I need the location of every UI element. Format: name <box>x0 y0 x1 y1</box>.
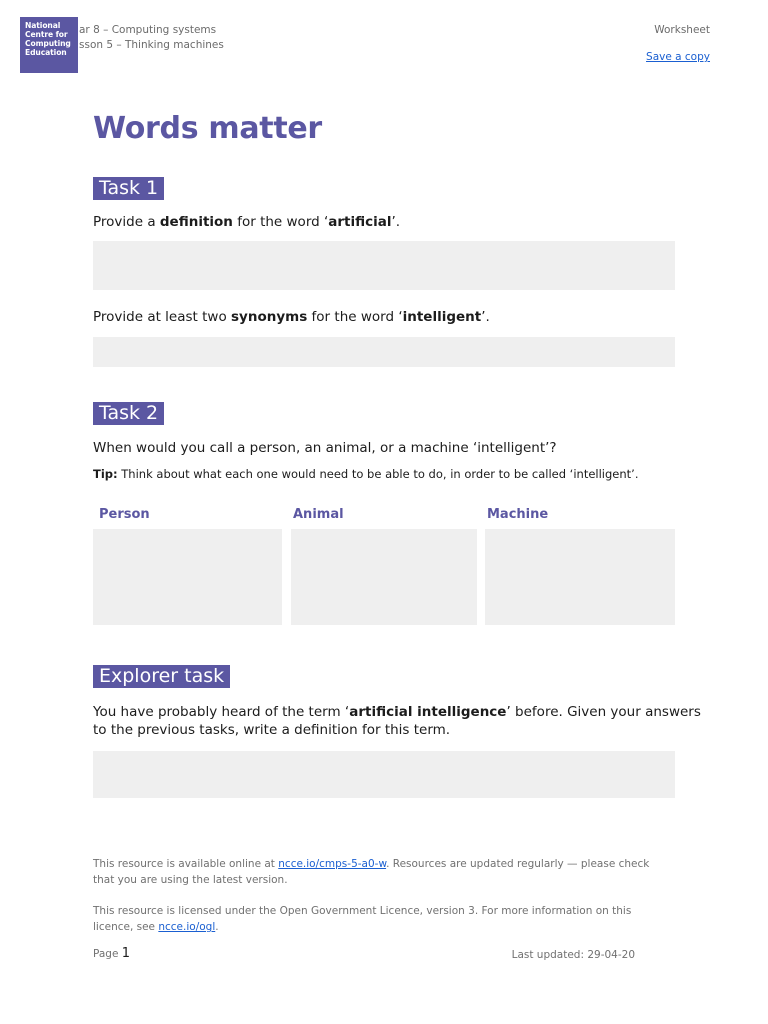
page-number: Page 1 <box>93 946 131 961</box>
ncce-logo <box>20 17 78 73</box>
person-answer-box[interactable] <box>93 529 282 625</box>
task2-tip: Tip: Think about what each one would need to be able to do, in order to be called ‘intelligent’. <box>93 467 639 481</box>
resource-link[interactable]: ncce.io/cmps-5-a0-w <box>278 858 387 870</box>
column-label-machine: Machine <box>487 507 549 522</box>
lesson-line: sson 5 – Thinking machines <box>79 39 224 51</box>
page-title: Words matter <box>93 111 322 146</box>
task2-question: When would you call a person, an animal, or a machine ‘intelligent’? <box>93 440 557 456</box>
footer-licence-note: This resource is licensed under the Open Government Licence, version 3. For more information on this licence, see ncce.io/ogl. <box>93 905 632 933</box>
machine-answer-box[interactable] <box>485 529 675 625</box>
explorer-task-line-1: You have probably heard of the term ‘artificial intelligence’ before. Given your answers <box>93 704 701 720</box>
logo-line: Education <box>25 48 67 57</box>
synonyms-answer-box[interactable] <box>93 337 675 367</box>
column-label-person: Person <box>99 507 150 522</box>
definition-answer-box[interactable] <box>93 241 675 290</box>
footer-availability-note: This resource is available online at ncce.io/cmps-5-a0-w. Resources are updated regularly — please check that you are using the latest version. <box>93 858 650 886</box>
animal-answer-box[interactable] <box>291 529 477 625</box>
ai-definition-answer-box[interactable] <box>93 751 675 798</box>
logo-line: National <box>25 21 61 30</box>
task1-question-definition: Provide a definition for the word ‘artificial’. <box>93 214 401 230</box>
explorer-task-heading: Explorer task <box>93 665 230 688</box>
last-updated: Last updated: 29-04-20 <box>511 949 635 961</box>
column-label-animal: Animal <box>293 507 344 522</box>
licence-link[interactable]: ncce.io/ogl <box>158 921 216 933</box>
logo-line: Computing <box>25 39 71 48</box>
doc-type-label: Worksheet <box>654 24 710 36</box>
task2-heading: Task 2 <box>93 402 164 425</box>
task1-question-synonyms: Provide at least two synonyms for the word ‘intelligent’. <box>93 309 490 325</box>
task1-heading: Task 1 <box>93 177 164 200</box>
course-line: ar 8 – Computing systems <box>79 24 217 36</box>
logo-line: Centre for <box>25 30 68 39</box>
save-copy-link[interactable]: Save a copy <box>646 51 710 63</box>
explorer-task-line-2: to the previous tasks, write a definition for this term. <box>93 722 451 738</box>
